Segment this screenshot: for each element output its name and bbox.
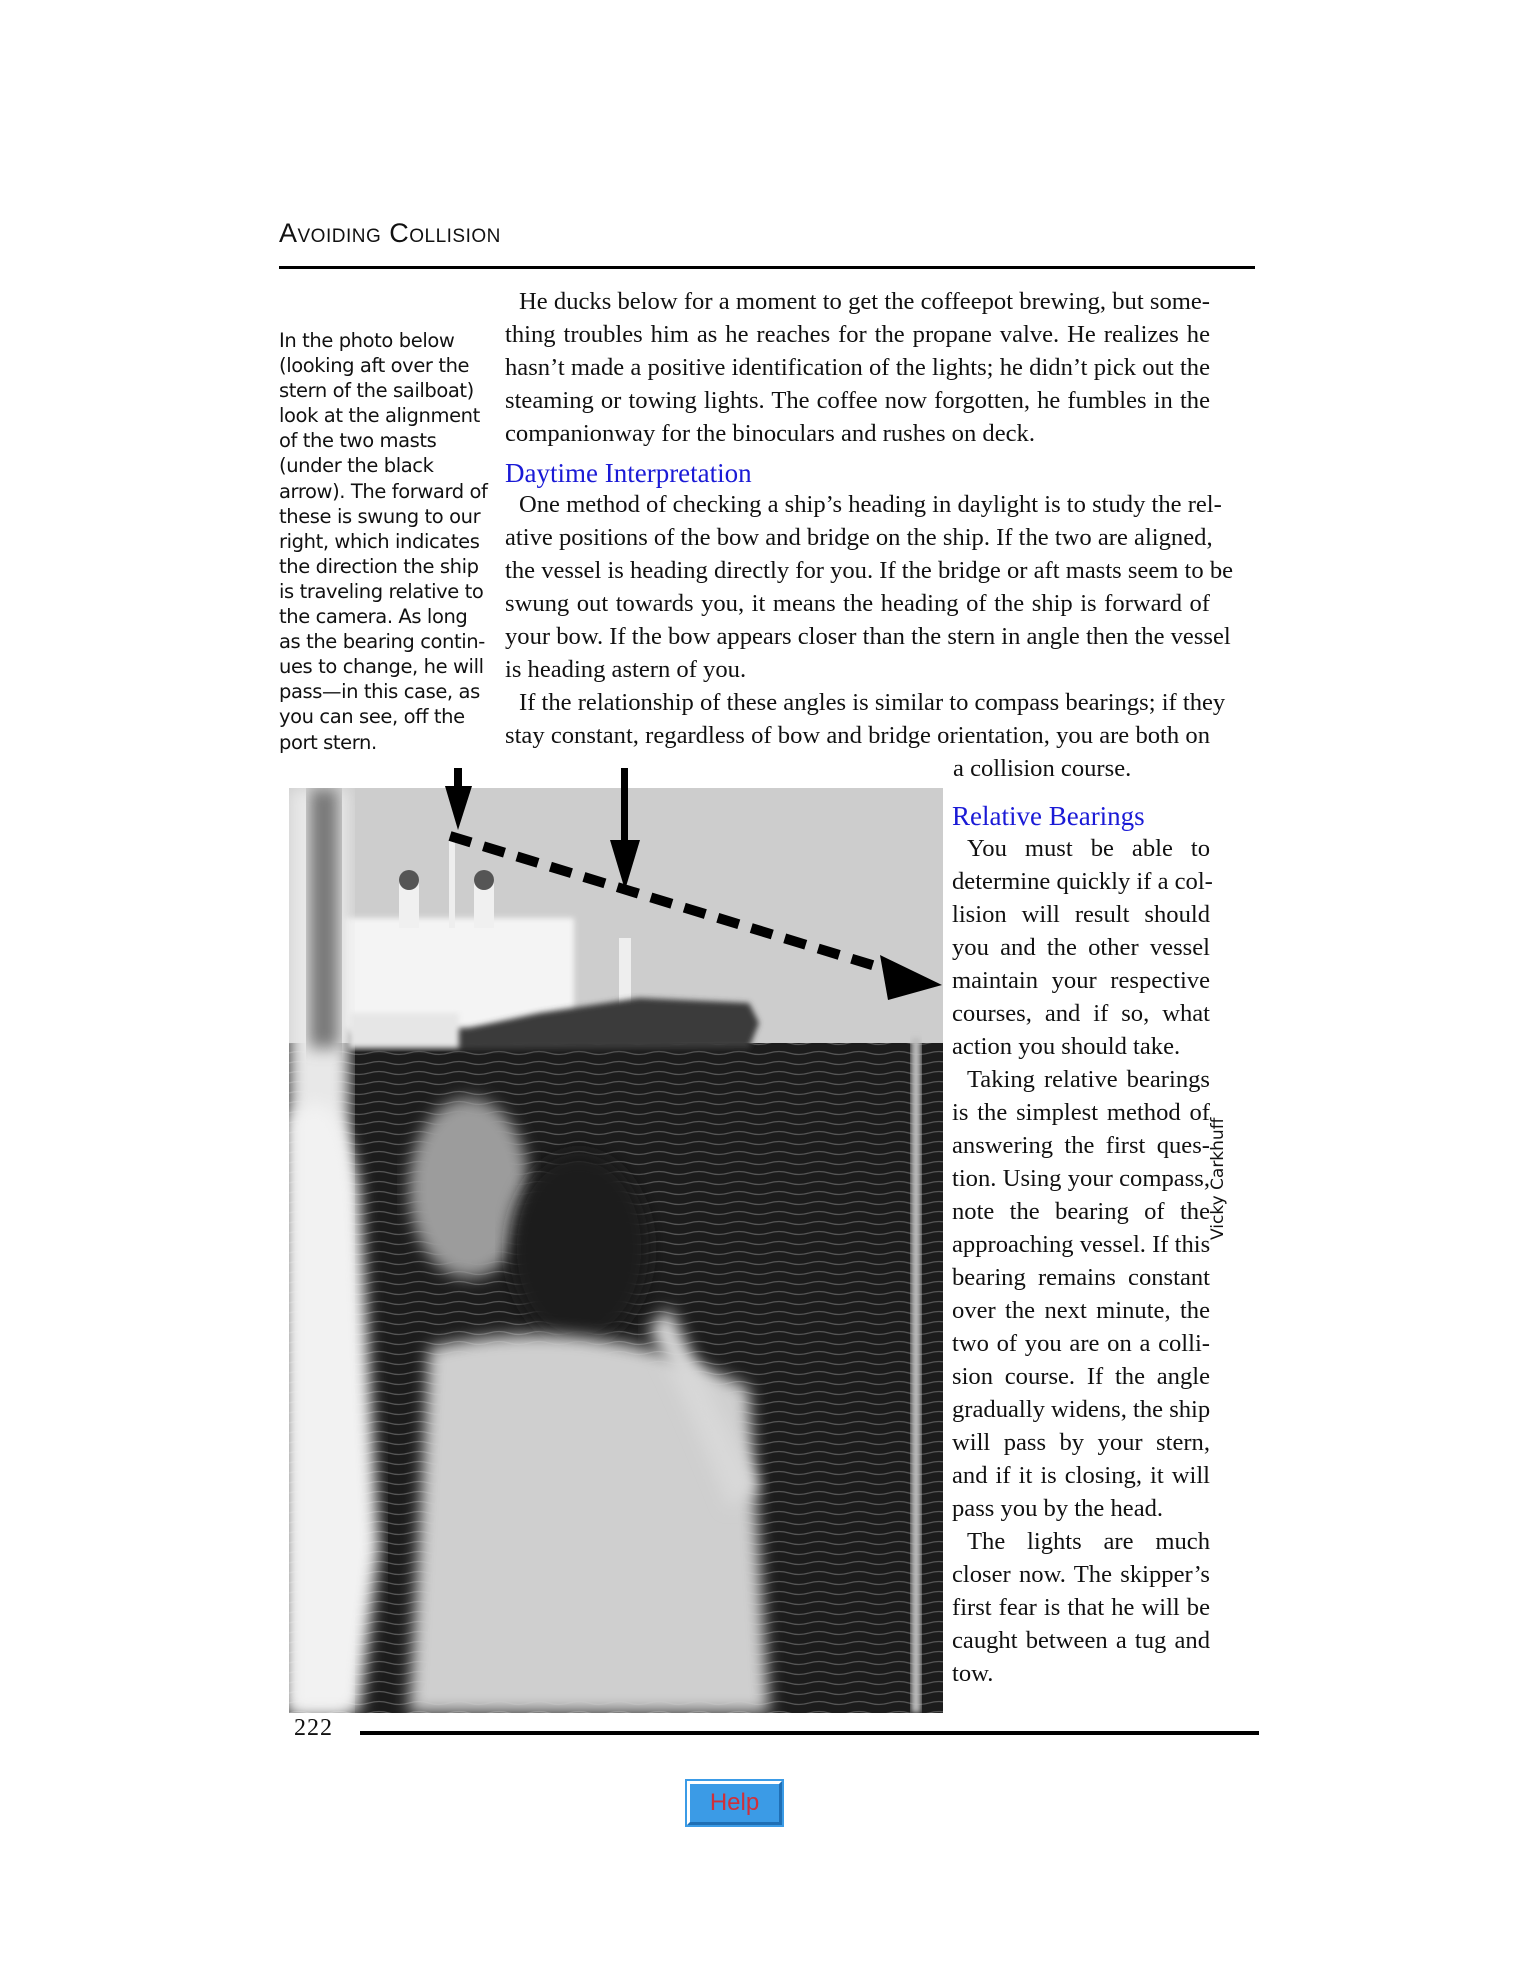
- caption-line: (under the black: [279, 454, 434, 478]
- text-line: your bow. If the bow appears closer than the stern in angle then the vessel: [505, 623, 1231, 650]
- caption-line: right, which indicates: [279, 529, 480, 553]
- text-line: Taking relative bearings: [967, 1066, 1210, 1093]
- text-line: tow.: [952, 1660, 994, 1687]
- text-line: answering the first ques-: [952, 1132, 1210, 1159]
- section-heading-daytime: Daytime Interpretation: [505, 458, 752, 488]
- caption-line: is traveling relative to: [279, 579, 484, 603]
- caption-line: arrow). The forward of: [279, 479, 488, 503]
- page-number: 222: [294, 1715, 333, 1741]
- caption-line: look at the alignment: [279, 404, 480, 428]
- text-line: approaching vessel. If this: [952, 1231, 1211, 1258]
- photo-credit: Vicky Carkhuff: [1208, 1117, 1228, 1240]
- text-line: a collision course.: [953, 755, 1132, 782]
- caption-line: you can see, off the: [279, 705, 465, 729]
- relative-paragraph-2: [952, 1063, 1210, 1525]
- text-line: you and the other vessel: [952, 934, 1210, 961]
- help-button[interactable]: Help: [687, 1781, 782, 1825]
- text-line: action you should take.: [952, 1033, 1181, 1060]
- text-line: pass you by the head.: [952, 1495, 1164, 1522]
- text-line: determine quickly if a col-: [952, 868, 1213, 895]
- text-line: tion. Using your compass,: [952, 1165, 1210, 1192]
- caption-line: ues to change, he will: [279, 655, 484, 679]
- text-line: gradually widens, the ship: [952, 1396, 1211, 1423]
- intro-paragraph: [505, 285, 1210, 450]
- caption-line: the direction the ship: [279, 554, 479, 578]
- relative-paragraph-1: [952, 832, 1213, 1063]
- text-line: will pass by your stern,: [952, 1429, 1210, 1456]
- text-line: thing troubles him as he reaches for the propane valve. He realizes he: [505, 321, 1210, 348]
- text-line: companionway for the binoculars and rushes on deck.: [505, 420, 1035, 447]
- photo-caption: [279, 328, 488, 755]
- text-line: He ducks below for a moment to get the coffeepot brewing, but some-: [519, 288, 1210, 315]
- text-line: One method of checking a ship’s heading in daylight is to study the rel-: [519, 491, 1222, 518]
- text-line: over the next minute, the: [952, 1297, 1210, 1324]
- text-line: hasn’t made a positive identification of the lights; he didn’t pick out the: [505, 354, 1210, 381]
- section-heading-relative-bearings: Relative Bearings: [952, 801, 1145, 831]
- text-line: lision will result should: [952, 901, 1210, 928]
- text-line: You must be able to: [967, 835, 1210, 862]
- caption-line: of the two masts: [279, 429, 437, 453]
- caption-line: In the photo below: [279, 329, 455, 352]
- text-line: If the relationship of these angles is similar to compass bearings; if they: [519, 689, 1226, 716]
- text-line: maintain your respective: [952, 967, 1210, 994]
- caption-line: (looking aft over the: [279, 354, 470, 378]
- text-line: caught between a tug and: [952, 1627, 1210, 1654]
- text-line: swung out towards you, it means the heading of the ship is forward of: [505, 590, 1210, 617]
- text-line: stay constant, regardless of bow and bridge orientation, you are both on: [505, 722, 1210, 749]
- daytime-paragraph: [505, 488, 1234, 686]
- photo-illustration: [289, 788, 943, 1713]
- footer-rule: [360, 1731, 1259, 1735]
- text-line: courses, and if so, what: [952, 1000, 1210, 1027]
- relationship-paragraph: [505, 686, 1226, 785]
- caption-line: port stern.: [279, 730, 377, 754]
- caption-line: the camera. As long: [279, 605, 468, 629]
- text-line: is heading astern of you.: [505, 656, 747, 683]
- caption-line: pass—in this case, as: [279, 680, 480, 704]
- text-line: sion course. If the angle: [952, 1363, 1210, 1390]
- text-line: first fear is that he will be: [952, 1594, 1210, 1621]
- relative-paragraph-3: [952, 1525, 1210, 1690]
- text-line: bearing remains constant: [952, 1264, 1210, 1291]
- ship-photo: [289, 788, 943, 1713]
- text-line: two of you are on a colli-: [952, 1330, 1210, 1357]
- text-line: is the simplest method of: [952, 1099, 1210, 1126]
- text-line: steaming or towing lights. The coffee now forgotten, he fumbles in the: [505, 387, 1210, 414]
- running-head: Avoiding Collision: [279, 218, 501, 248]
- text-line: and if it is closing, it will: [952, 1462, 1210, 1489]
- main-column: [505, 285, 1234, 785]
- right-column: [952, 800, 1213, 1690]
- header-rule: [279, 266, 1255, 269]
- text-line: ative positions of the bow and bridge on the ship. If the two are aligned,: [505, 524, 1213, 551]
- text-line: the vessel is heading directly for you. If the bridge or aft masts seem to be: [505, 557, 1234, 584]
- text-line: note the bearing of the: [952, 1198, 1210, 1225]
- text-line: The lights are much: [967, 1528, 1210, 1555]
- text-line: closer now. The skipper’s: [952, 1561, 1210, 1588]
- caption-line: these is swung to our: [279, 504, 481, 528]
- caption-line: as the bearing contin-: [279, 630, 485, 654]
- caption-line: stern of the sailboat): [279, 379, 474, 403]
